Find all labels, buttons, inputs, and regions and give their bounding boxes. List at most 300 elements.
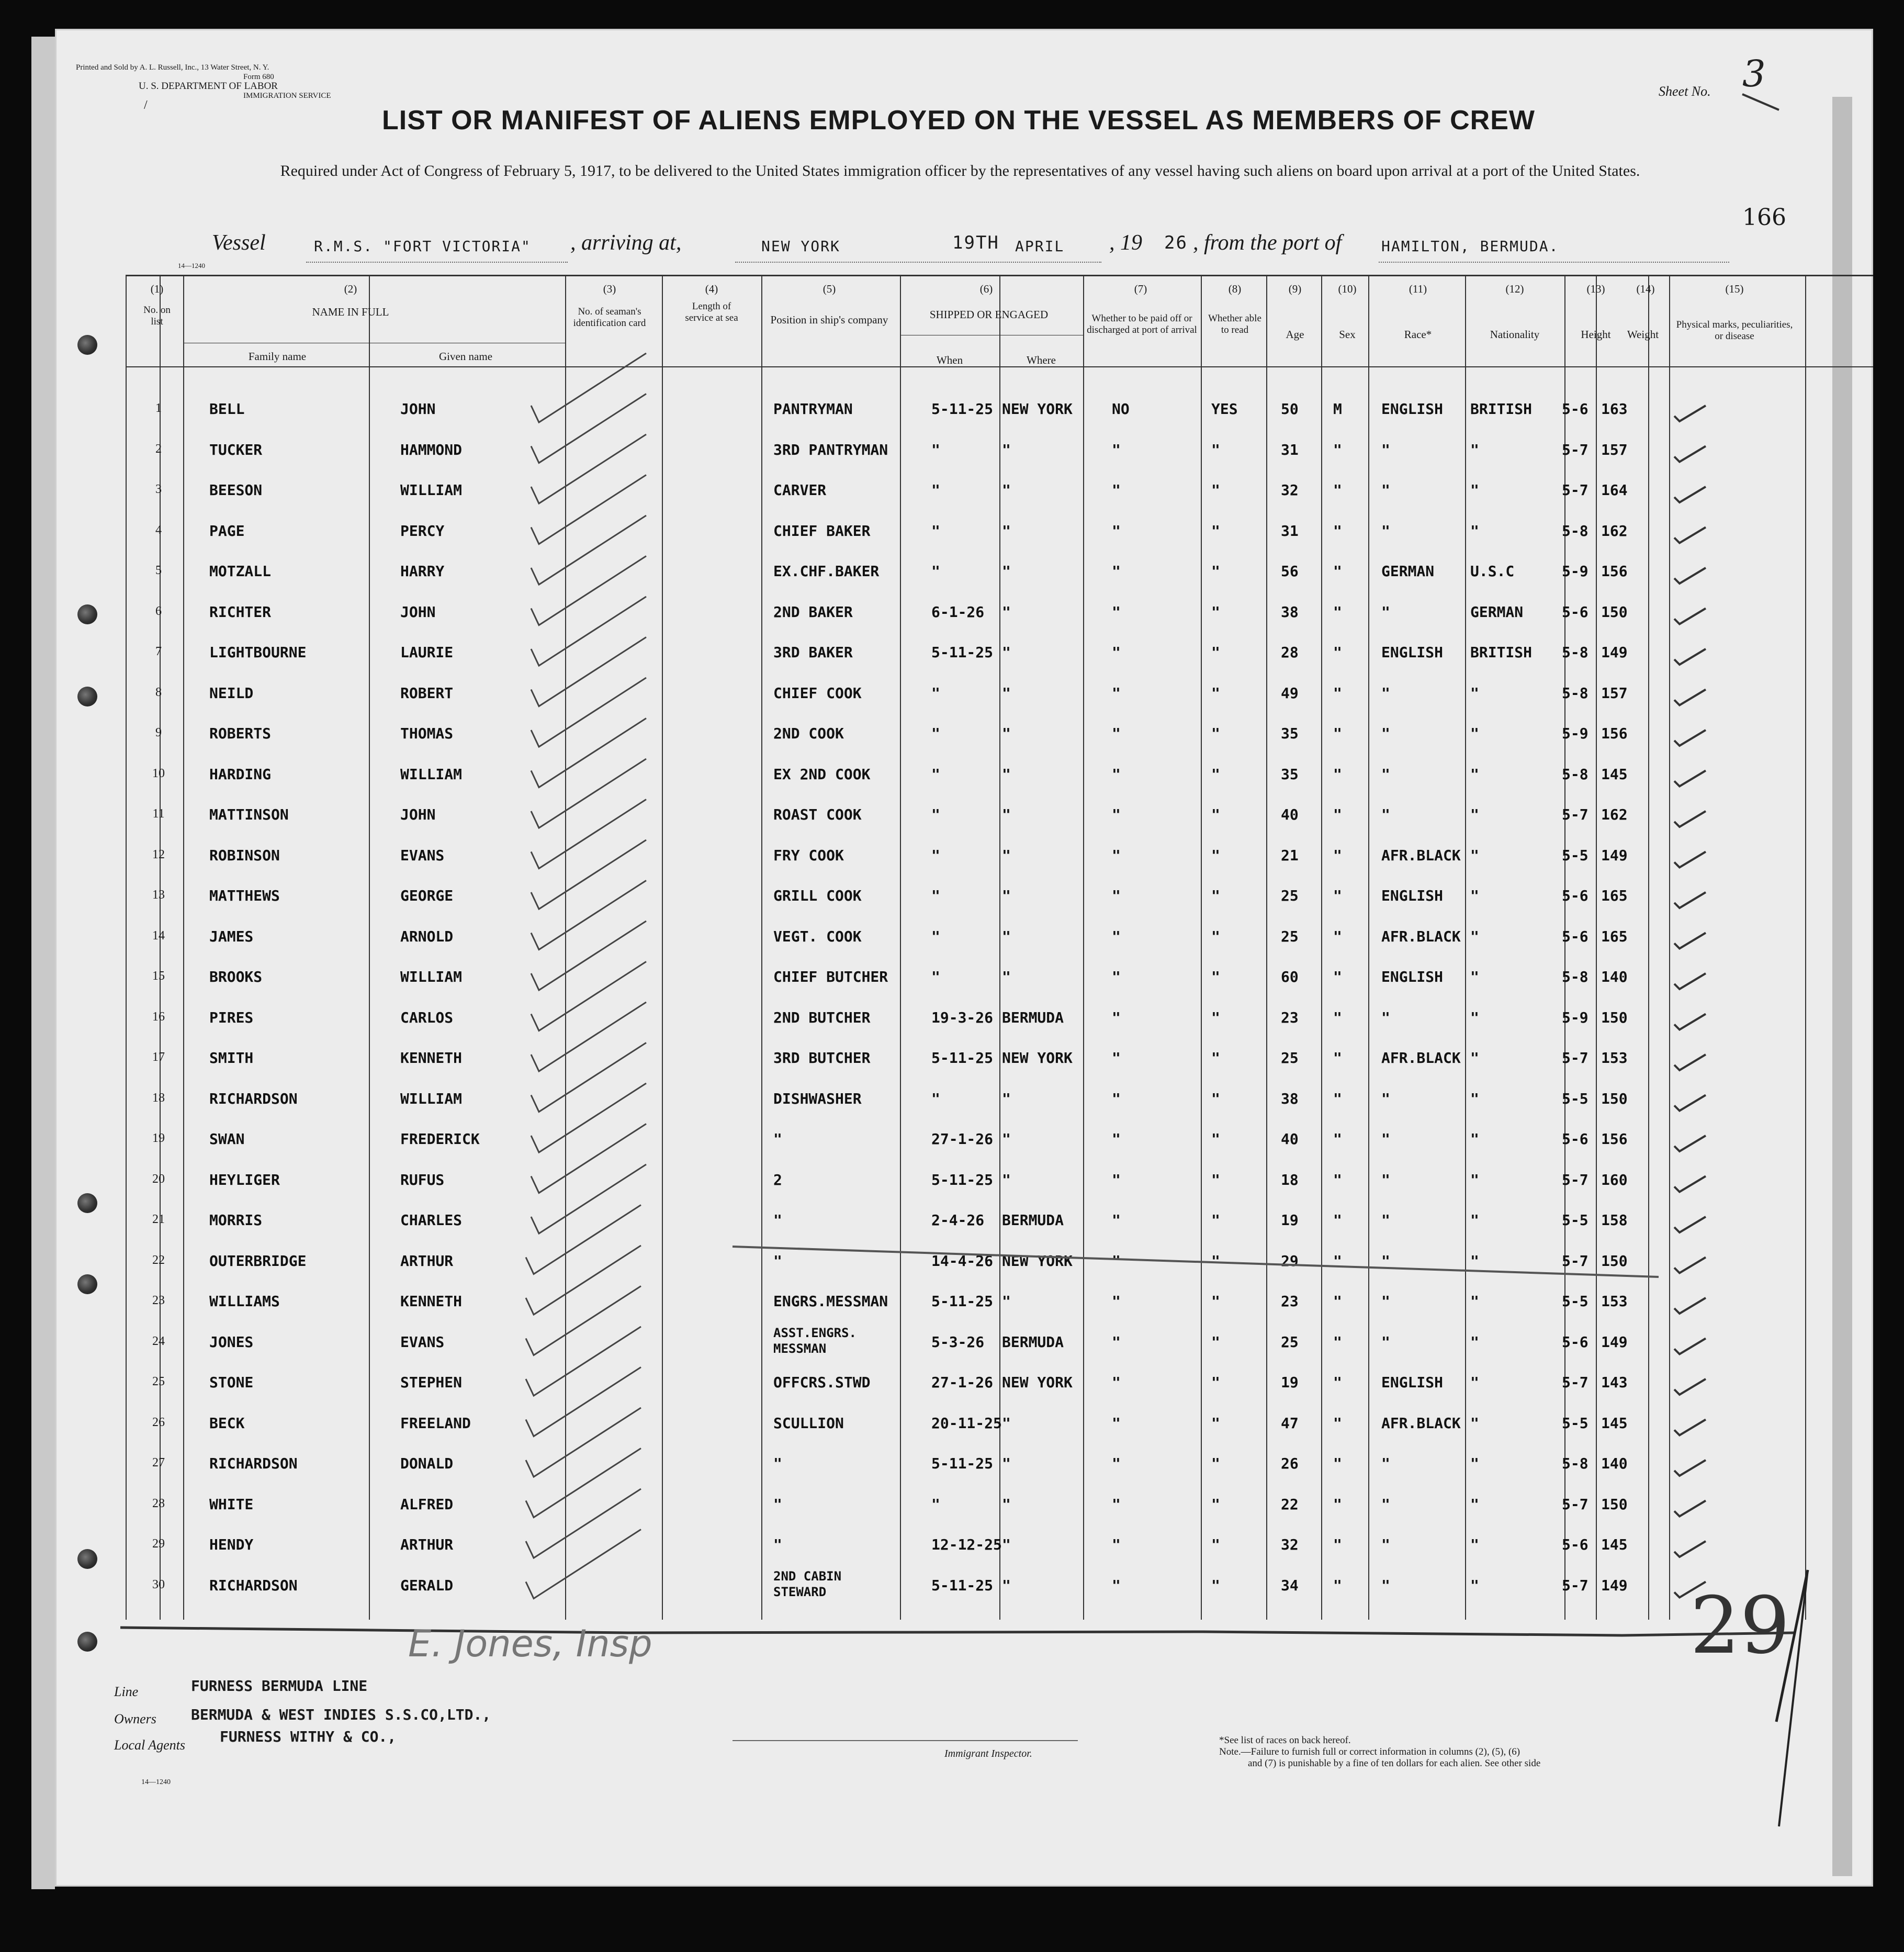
- cell-col2: NEILD: [209, 684, 254, 702]
- cell-col10: ": [1333, 603, 1342, 621]
- check-icon: [531, 759, 646, 828]
- cell-col14: 145: [1601, 1536, 1628, 1553]
- check-icon: [531, 434, 646, 503]
- check-icon: [531, 556, 646, 625]
- cell-col4: ASST.ENGRS. MESSMAN: [773, 1325, 857, 1356]
- cell-col8: ": [1211, 1293, 1220, 1310]
- col5-label: Position in ship's company: [770, 313, 888, 326]
- cell-col6: NEW YORK: [1002, 1374, 1073, 1391]
- cell-col3: GERALD: [400, 1576, 454, 1594]
- cell-col11: ENGLISH: [1381, 887, 1444, 904]
- given-name-header: Given name: [438, 350, 493, 363]
- cell-col11: ": [1381, 684, 1390, 702]
- cell-col9: 29: [1281, 1252, 1299, 1270]
- cell-col4: 2ND COOK: [773, 725, 844, 742]
- tick-icon: [1674, 973, 1706, 989]
- col1-number: (1): [150, 283, 164, 295]
- cell-col6: BERMUDA: [1002, 1008, 1064, 1026]
- cell-col11: ": [1381, 522, 1390, 540]
- cell-col5: 5-11-25: [931, 1455, 994, 1472]
- cell-col11: ": [1381, 725, 1390, 742]
- col2-number: (2): [344, 283, 357, 295]
- tick-icon: [1674, 1176, 1706, 1192]
- cell-col2: JAMES: [209, 927, 254, 945]
- cell-col14: 143: [1601, 1374, 1628, 1391]
- cell-col5: 5-3-26: [931, 1333, 985, 1351]
- cell-col6: ": [1002, 644, 1011, 661]
- cell-col12: ": [1470, 1252, 1479, 1270]
- cell-col8: ": [1211, 1414, 1220, 1432]
- cell-col5: ": [931, 481, 940, 499]
- cell-col4: CHIEF BAKER: [773, 522, 871, 540]
- cell-col4: OFFCRS.STWD: [773, 1374, 871, 1391]
- row-number: 6: [155, 604, 162, 618]
- cell-col4: ": [773, 1455, 782, 1472]
- cell-col14: 145: [1601, 765, 1628, 783]
- fine-note-2: and (7) is punishable by a fine of ten dollars for each alien. See other side: [1248, 1758, 1541, 1769]
- cell-col14: 157: [1601, 441, 1628, 458]
- cell-col4: ": [773, 1536, 782, 1553]
- check-icon: [526, 1530, 641, 1599]
- cell-col9: 50: [1281, 400, 1299, 418]
- cell-col5: ": [931, 563, 940, 580]
- cell-col8: ": [1211, 1252, 1220, 1270]
- cell-col9: 38: [1281, 1090, 1299, 1107]
- cell-col3: CHARLES: [400, 1211, 463, 1229]
- cell-col4: 2ND BUTCHER: [773, 1008, 871, 1026]
- cell-col5: ": [931, 887, 940, 904]
- cell-col5: 6-1-26: [931, 603, 985, 621]
- cell-col9: 25: [1281, 887, 1299, 904]
- cell-col5: ": [931, 846, 940, 864]
- cell-col2: ROBERTS: [209, 725, 272, 742]
- cell-col4: SCULLION: [773, 1414, 844, 1432]
- tick-icon: [1674, 1339, 1706, 1354]
- cell-col10: ": [1333, 522, 1342, 540]
- cell-col9: 40: [1281, 1130, 1299, 1148]
- cell-col11: ": [1381, 1090, 1390, 1107]
- cell-col3: KENNETH: [400, 1049, 463, 1067]
- cell-col12: ": [1470, 441, 1479, 458]
- cell-col7: ": [1112, 887, 1121, 904]
- cell-col14: 149: [1601, 846, 1628, 864]
- cell-col8: ": [1211, 481, 1220, 499]
- row-number: 30: [152, 1577, 165, 1591]
- tick-icon: [1674, 1541, 1706, 1557]
- cell-col9: 21: [1281, 846, 1299, 864]
- cell-col6: NEW YORK: [1002, 400, 1073, 418]
- cell-col14: 149: [1601, 1576, 1628, 1594]
- cell-col9: 28: [1281, 644, 1299, 661]
- cell-col2: TUCKER: [209, 441, 263, 458]
- col11-number: (11): [1409, 283, 1427, 295]
- cell-col3: STEPHEN: [400, 1374, 463, 1391]
- cell-col5: 2-4-26: [931, 1211, 985, 1229]
- check-icon: [531, 1002, 646, 1071]
- cell-col6: ": [1002, 1455, 1011, 1472]
- row-number: 4: [155, 523, 162, 537]
- cell-col10: ": [1333, 846, 1342, 864]
- cell-col10: ": [1333, 1171, 1342, 1188]
- cell-col14: 150: [1601, 1495, 1628, 1513]
- sheet-number: 3: [1742, 52, 1766, 95]
- cell-col3: JOHN: [400, 400, 436, 418]
- cell-col9: 32: [1281, 481, 1299, 499]
- cell-col7: ": [1112, 1495, 1121, 1513]
- cell-col12: ": [1470, 725, 1479, 742]
- cell-col3: EVANS: [400, 846, 445, 864]
- cell-col8: ": [1211, 1008, 1220, 1026]
- cell-col4: DISHWASHER: [773, 1090, 862, 1107]
- cell-col11: ": [1381, 1293, 1390, 1310]
- when-header: When: [936, 354, 963, 366]
- cell-col2: JONES: [209, 1333, 254, 1351]
- tick-icon: [1674, 933, 1706, 949]
- cell-col2: PAGE: [209, 522, 245, 540]
- cell-col10: ": [1333, 968, 1342, 985]
- cell-col7: ": [1112, 563, 1121, 580]
- cell-col5: ": [931, 522, 940, 540]
- cell-col13: 5-7: [1562, 806, 1588, 823]
- cell-col14: 149: [1601, 1333, 1628, 1351]
- row-number: 8: [155, 685, 162, 699]
- cell-col3: ARTHUR: [400, 1252, 454, 1270]
- closing-line: [120, 1628, 1795, 1635]
- sheet-tick: [1742, 94, 1779, 110]
- cell-col9: 35: [1281, 765, 1299, 783]
- cell-col12: ": [1470, 765, 1479, 783]
- cell-col3: JOHN: [400, 806, 436, 823]
- cell-col3: ARTHUR: [400, 1536, 454, 1553]
- cell-col13: 5-6: [1562, 1130, 1588, 1148]
- cell-col14: 157: [1601, 684, 1628, 702]
- cell-col4: 2: [773, 1171, 782, 1188]
- tick-icon: [1674, 690, 1706, 705]
- cell-col7: ": [1112, 1090, 1121, 1107]
- tick-icon: [1674, 1095, 1706, 1111]
- row-number: 22: [152, 1253, 165, 1267]
- cell-col12: ": [1470, 1495, 1479, 1513]
- cell-col8: ": [1211, 1171, 1220, 1188]
- cell-col8: ": [1211, 1576, 1220, 1594]
- col13-label: Height: [1581, 328, 1611, 341]
- cell-col3: JOHN: [400, 603, 436, 621]
- cell-col2: OUTERBRIDGE: [209, 1252, 307, 1270]
- cell-col5: ": [931, 441, 940, 458]
- cell-col12: ": [1470, 1455, 1479, 1472]
- cell-col14: 163: [1601, 400, 1628, 418]
- cell-col10: ": [1333, 563, 1342, 580]
- cell-col3: FREELAND: [400, 1414, 471, 1432]
- cell-col9: 47: [1281, 1414, 1299, 1432]
- tick-icon: [1674, 568, 1706, 584]
- cell-col10: ": [1333, 1130, 1342, 1148]
- cell-col4: ROAST COOK: [773, 806, 862, 823]
- tick-icon: [1674, 1054, 1706, 1070]
- strike-through-line: [733, 1247, 1659, 1277]
- col8-label: Whether able to read: [1208, 313, 1261, 335]
- cell-col8: ": [1211, 725, 1220, 742]
- cell-col4: 3RD BAKER: [773, 644, 853, 661]
- cell-col10: ": [1333, 1090, 1342, 1107]
- cell-col2: BECK: [209, 1414, 245, 1432]
- tick-icon: [1674, 649, 1706, 665]
- cell-col8: ": [1211, 1374, 1220, 1391]
- check-icon: [531, 637, 646, 706]
- cell-col6: ": [1002, 968, 1011, 985]
- cell-col8: ": [1211, 968, 1220, 985]
- cell-col13: 5-9: [1562, 1008, 1588, 1026]
- cell-col4: PANTRYMAN: [773, 400, 853, 418]
- cell-col6: ": [1002, 1090, 1011, 1107]
- cell-col2: WHITE: [209, 1495, 254, 1513]
- cell-col6: ": [1002, 1495, 1011, 1513]
- col10-number: (10): [1338, 283, 1357, 295]
- cell-col11: AFR.BLACK: [1381, 1414, 1461, 1432]
- col7-label: Whether to be paid off or discharged at port of arrival: [1087, 313, 1197, 335]
- cell-col12: ": [1470, 481, 1479, 499]
- cell-col3: ROBERT: [400, 684, 454, 702]
- col6-label: SHIPPED OR ENGAGED: [929, 308, 1049, 321]
- tick-icon: [1674, 1501, 1706, 1517]
- row-number: 27: [152, 1456, 165, 1469]
- cell-col5: 5-11-25: [931, 1171, 994, 1188]
- check-icon: [526, 1367, 641, 1437]
- cell-col10: ": [1333, 1333, 1342, 1351]
- cell-col13: 5-6: [1562, 603, 1588, 621]
- cell-col2: ROBINSON: [209, 846, 280, 864]
- check-icon: [531, 800, 646, 869]
- cell-col12: ": [1470, 1049, 1479, 1067]
- col13-number: (13): [1586, 283, 1605, 295]
- cell-col9: 19: [1281, 1211, 1299, 1229]
- cell-col13: 5-8: [1562, 644, 1588, 661]
- cell-col4: CARVER: [773, 481, 827, 499]
- page-subtitle: Required under Act of Congress of February 5, 1917, to be delivered to the United States immigration officer by the representatives of any vessel having such aliens on board upon arrival at a port of the United States.: [280, 162, 1640, 180]
- cell-col14: 160: [1601, 1171, 1628, 1188]
- check-icon: [531, 1043, 646, 1112]
- cell-col14: 162: [1601, 522, 1628, 540]
- cell-col11: ": [1381, 765, 1390, 783]
- row-number: 21: [152, 1213, 165, 1226]
- row-number: 3: [155, 483, 162, 496]
- tick-icon: [1674, 406, 1706, 421]
- cell-col14: 162: [1601, 806, 1628, 823]
- cell-col7: ": [1112, 603, 1121, 621]
- cell-col14: 153: [1601, 1293, 1628, 1310]
- cell-col3: ARNOLD: [400, 927, 454, 945]
- cell-col10: ": [1333, 725, 1342, 742]
- cell-col14: 145: [1601, 1414, 1628, 1432]
- cell-col5: ": [931, 1090, 940, 1107]
- cell-col13: 5-7: [1562, 1049, 1588, 1067]
- cell-col7: ": [1112, 441, 1121, 458]
- cell-col6: ": [1002, 846, 1011, 864]
- cell-col8: ": [1211, 1455, 1220, 1472]
- cell-col9: 19: [1281, 1374, 1299, 1391]
- cell-col10: ": [1333, 1008, 1342, 1026]
- col9-number: (9): [1288, 283, 1302, 295]
- cell-col9: 31: [1281, 441, 1299, 458]
- cell-col3: ALFRED: [400, 1495, 454, 1513]
- cell-col2: BEESON: [209, 481, 263, 499]
- check-icon: [531, 515, 646, 585]
- cell-col4: 3RD PANTRYMAN: [773, 441, 888, 458]
- check-icon: [531, 678, 646, 747]
- cell-col4: 2ND CABIN STEWARD: [773, 1568, 842, 1599]
- check-icon: [531, 1164, 646, 1233]
- check-icon: [526, 1449, 641, 1518]
- cell-col6: ": [1002, 522, 1011, 540]
- cell-col3: DONALD: [400, 1455, 454, 1472]
- col14-number: (14): [1636, 283, 1655, 295]
- row-number: 17: [152, 1050, 165, 1064]
- cell-col3: LAURIE: [400, 644, 454, 661]
- vessel-name: R.M.S. "FORT VICTORIA": [314, 238, 531, 255]
- cell-col6: ": [1002, 1414, 1011, 1432]
- cell-col9: 23: [1281, 1293, 1299, 1310]
- cell-col5: 5-11-25: [931, 1576, 994, 1594]
- cell-col5: 12-12-25: [931, 1536, 1002, 1553]
- cell-col13: 5-9: [1562, 725, 1588, 742]
- cell-col10: ": [1333, 1414, 1342, 1432]
- cell-col4: ": [773, 1130, 782, 1148]
- check-icon: [531, 962, 646, 1031]
- cell-col4: 2ND BAKER: [773, 603, 853, 621]
- cell-col8: ": [1211, 1536, 1220, 1553]
- col8-number: (8): [1228, 283, 1242, 295]
- check-icon: [531, 597, 646, 666]
- cell-col11: ": [1381, 1171, 1390, 1188]
- cell-col7: ": [1112, 1333, 1121, 1351]
- cell-col11: ": [1381, 603, 1390, 621]
- row-number: 29: [152, 1537, 165, 1551]
- col4-label: Length of service at sea: [685, 301, 738, 323]
- cell-col2: STONE: [209, 1374, 254, 1391]
- cell-col11: ENGLISH: [1381, 644, 1444, 661]
- cell-col11: ": [1381, 1252, 1390, 1270]
- cell-col7: ": [1112, 1374, 1121, 1391]
- col4-number: (4): [705, 283, 718, 295]
- cell-col10: ": [1333, 481, 1342, 499]
- cell-col10: ": [1333, 684, 1342, 702]
- cell-col6: ": [1002, 603, 1011, 621]
- row-number: 26: [152, 1415, 165, 1429]
- cell-col9: 22: [1281, 1495, 1299, 1513]
- cell-col11: ": [1381, 1008, 1390, 1026]
- cell-col3: WILLIAM: [400, 765, 463, 783]
- cell-col11: GERMAN: [1381, 563, 1435, 580]
- agents-label: Local Agents: [114, 1737, 186, 1753]
- races-note: *See list of races on back hereof.: [1219, 1735, 1351, 1746]
- tick-icon: [1674, 1298, 1706, 1314]
- cell-col11: ": [1381, 1333, 1390, 1351]
- cell-col11: ": [1381, 806, 1390, 823]
- cell-col6: ": [1002, 1130, 1011, 1148]
- cell-col14: 149: [1601, 644, 1628, 661]
- cell-col11: ": [1381, 1536, 1390, 1553]
- row-number: 2: [155, 442, 162, 456]
- check-icon: [531, 719, 646, 788]
- cell-col7: ": [1112, 522, 1121, 540]
- cell-col10: ": [1333, 1252, 1342, 1270]
- cell-col8: ": [1211, 765, 1220, 783]
- cell-col8: ": [1211, 887, 1220, 904]
- year-prefix: , 19: [1109, 231, 1142, 255]
- cell-col5: 27-1-26: [931, 1130, 994, 1148]
- cell-col9: 31: [1281, 522, 1299, 540]
- cell-col7: ": [1112, 481, 1121, 499]
- cell-col9: 18: [1281, 1171, 1299, 1188]
- cell-col10: M: [1333, 400, 1342, 418]
- cell-col12: ": [1470, 1414, 1479, 1432]
- cell-col13: 5-5: [1562, 1414, 1588, 1432]
- cell-col7: ": [1112, 1171, 1121, 1188]
- fine-note-1: Note.—Failure to furnish full or correct information in columns (2), (5), (6): [1219, 1746, 1520, 1757]
- check-icon: [531, 840, 646, 909]
- cell-col6: NEW YORK: [1002, 1049, 1073, 1067]
- cell-col13: 5-7: [1562, 1252, 1588, 1270]
- check-icon: [526, 1327, 641, 1396]
- row-number: 19: [152, 1131, 165, 1145]
- line-value: FURNESS BERMUDA LINE: [191, 1677, 368, 1695]
- cell-col2: MOTZALL: [209, 563, 272, 580]
- row-number: 5: [155, 564, 162, 577]
- cell-col5: 27-1-26: [931, 1374, 994, 1391]
- check-marks: [526, 353, 646, 1599]
- cell-col11: ": [1381, 1455, 1390, 1472]
- cell-col11: AFR.BLACK: [1381, 1049, 1461, 1067]
- cell-col11: ": [1381, 1576, 1390, 1594]
- service-name: IMMIGRATION SERVICE: [243, 92, 331, 100]
- cell-col12: GERMAN: [1470, 603, 1524, 621]
- cell-col4: 3RD BUTCHER: [773, 1049, 871, 1067]
- cell-col3: PERCY: [400, 522, 445, 540]
- cell-col7: ": [1112, 1008, 1121, 1026]
- cell-col2: MORRIS: [209, 1211, 263, 1229]
- cell-col10: ": [1333, 806, 1342, 823]
- cell-col11: AFR.BLACK: [1381, 927, 1461, 945]
- cell-col8: ": [1211, 1130, 1220, 1148]
- cell-col6: ": [1002, 887, 1011, 904]
- footer-form-code: 14—1240: [141, 1778, 171, 1786]
- sheet-label: Sheet No.: [1659, 84, 1711, 99]
- cell-col13: 5-6: [1562, 927, 1588, 945]
- cell-col12: ": [1470, 846, 1479, 864]
- cell-col13: 5-9: [1562, 563, 1588, 580]
- col3-number: (3): [603, 283, 616, 295]
- cell-col3: WILLIAM: [400, 968, 463, 985]
- col14-label: Weight: [1627, 328, 1659, 341]
- check-icon: [531, 475, 646, 544]
- col15-label: Physical marks, peculiarities, or disease: [1676, 319, 1793, 342]
- cell-col12: ": [1470, 1171, 1479, 1188]
- col1-label: No. on list: [143, 305, 171, 327]
- check-icon: [526, 1205, 641, 1274]
- form-code: 14—1240: [178, 262, 205, 270]
- cell-col13: 5-8: [1562, 1455, 1588, 1472]
- cell-col14: 165: [1601, 887, 1628, 904]
- where-header: Where: [1027, 354, 1056, 366]
- tick-icon: [1674, 446, 1706, 462]
- cell-col3: RUFUS: [400, 1171, 445, 1188]
- cell-col12: ": [1470, 1293, 1479, 1310]
- department-name: U. S. DEPARTMENT OF LABOR: [139, 81, 278, 92]
- cell-col13: 5-6: [1562, 400, 1588, 418]
- tick-icon: [1674, 1258, 1706, 1273]
- cell-col11: ": [1381, 1495, 1390, 1513]
- cell-col11: ENGLISH: [1381, 400, 1444, 418]
